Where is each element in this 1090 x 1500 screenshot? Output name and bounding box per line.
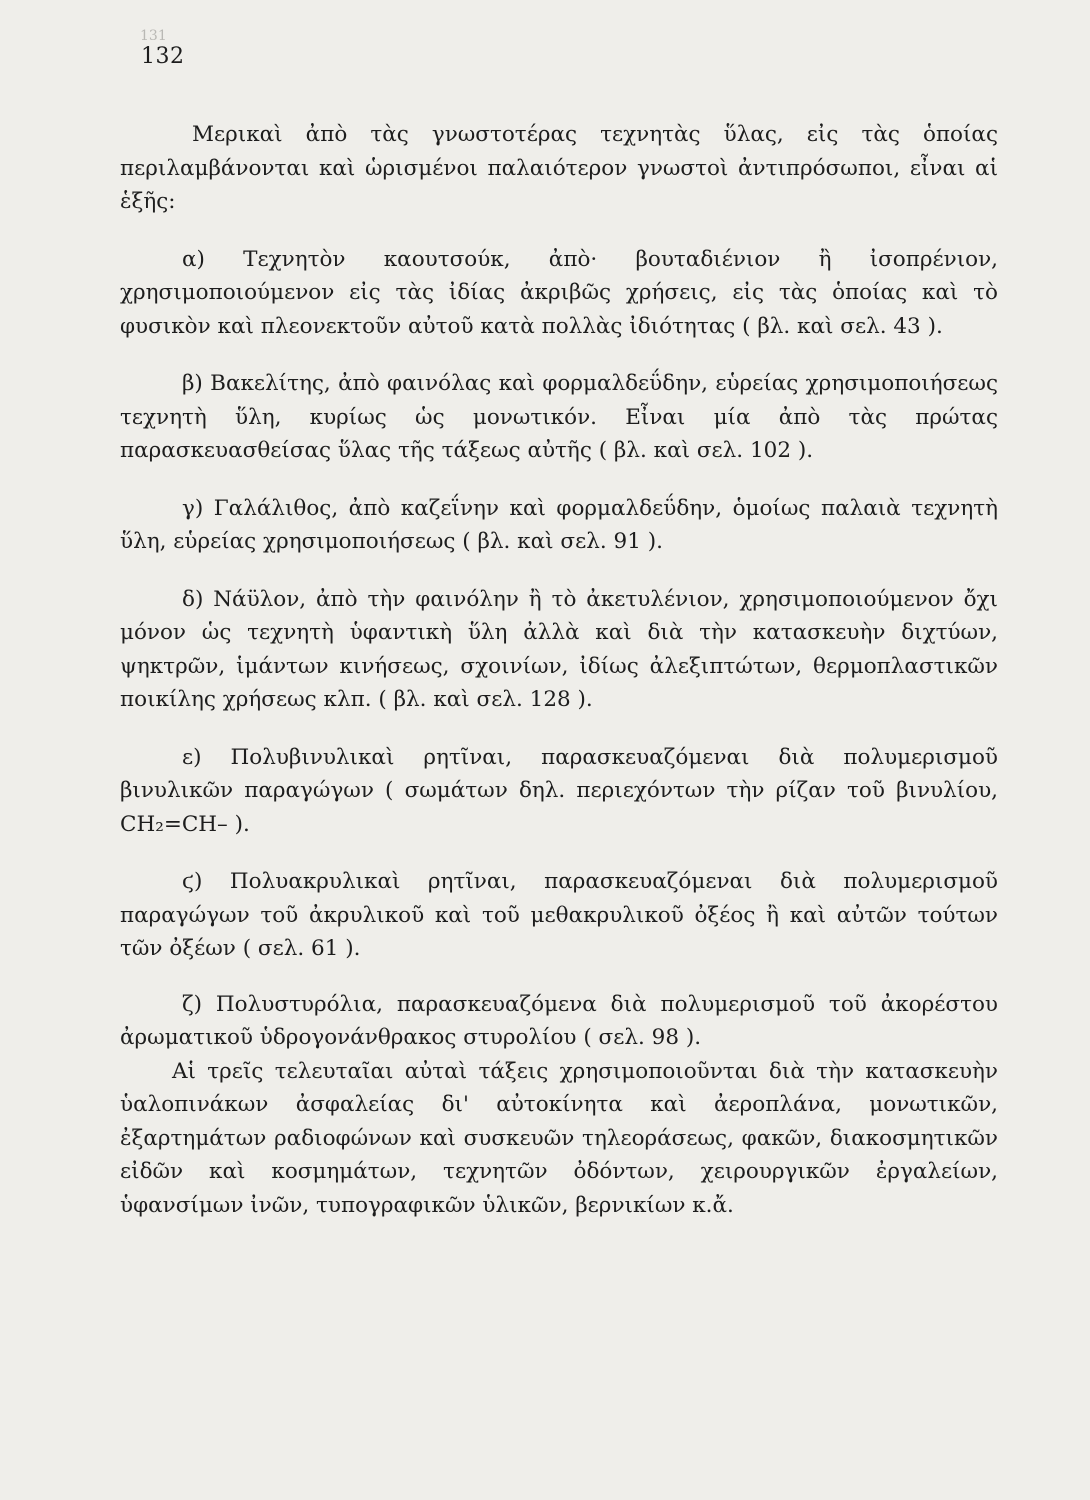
list-item-beta: β) Βακελίτης, ἀπὸ φαινόλας καὶ φορμαλδεΰδην, εὑρείας χρησιμοποιήσεως τεχνητὴ ὕλη, κυρίως ὡς μονωτικόν. Εἶναι μία ἀπὸ τὰς πρώτας παρασκευασθείσας ὕλας τῆς τάξεως αὐτῆς ( βλ. καὶ σελ. 102 ). [120, 371, 998, 463]
list-item-alpha: α) Τεχνητὸν καουτσούκ, ἀπὸ· βουταδιένιον ἢ ἰσοπρένιον, χρησιμοποιούμενον εἰς τὰς ἰδίας ἀκριβῶς χρήσεις, εἰς τὰς ὁποίας καὶ τὸ φυσικὸν καὶ πλεονεκτοῦν αὐτοῦ κατὰ πολλὰς ἰδιότητας ( βλ. καὶ σελ. 43 ). [120, 246, 998, 339]
body-text [120, 118, 998, 1222]
intro-paragraph: Μερικαὶ ἀπὸ τὰς γνωστοτέρας τεχνητὰς ὕλας, εἰς τὰς ὁποίας περιλαμβάνονται καὶ ὡρισμένοι παλαιότερον γνωστοὶ ἀντιπρόσωποι, εἶναι αἱ ἑξῆς: [120, 122, 998, 214]
list-item-epsilon: ε) Πολυβινυλικαὶ ρητῖναι, παρασκευαζόμεναι διὰ πολυμερισμοῦ βινυλικῶν παραγώγων ( σωμάτων δηλ. περιεχόντων τὴν ρίζαν τοῦ βινυλίου, CH₂=CH– ). [120, 744, 998, 837]
bleed-through-page-number: 131 [140, 28, 167, 44]
list-item-gamma: γ) Γαλάλιθος, ἀπὸ καζεΐνην καὶ φορμαλδεΰδην, ὁμοίως παλαιὰ τεχνητὴ ὕλη, εὑρείας χρησιμοποιήσεως ( βλ. καὶ σελ. 91 ). [120, 495, 998, 554]
list-item-delta: δ) Νάϋλον, ἀπὸ τὴν φαινόλην ἢ τὸ ἀκετυλένιον, χρησιμοποιούμενον ὄχι μόνον ὡς τεχνητὴ ὑφαντικὴ ὕλη ἀλλὰ καὶ διὰ τὴν κατασκευὴν διχτύων, ψηκτρῶν, ἱμάντων κινήσεως, σχοινίων, ἰδίως ἀλεξιπτώτων, θερμοπλαστικῶν ποικίλης χρήσεως κλπ. ( βλ. καὶ σελ. 128 ). [120, 586, 998, 712]
closing-paragraph: Αἱ τρεῖς τελευταῖαι αὐταὶ τάξεις χρησιμοποιοῦνται διὰ τὴν κατασκευὴν ὑαλοπινάκων ἀσφαλείας δι' αὐτοκίνητα καὶ ἀεροπλάνα, μονωτικῶν, ἐξαρτημάτων ραδιοφώνων καὶ συσκευῶν τηλεοράσεως, φακῶν, διακοσμητικῶν εἰδῶν καὶ κοσμημάτων, τεχνητῶν ὀδόντων, χειρουργικῶν ἐργαλείων, ὑφανσίμων ἰνῶν, τυπογραφικῶν ὑλικῶν, βερνικίων κ.ἄ. [120, 1058, 998, 1218]
page-number: 132 [141, 44, 185, 69]
list-item-stigma: ϛ) Πολυακρυλικαὶ ρητῖναι, παρασκευαζόμεναι διὰ πολυμερισμοῦ παραγώγων τοῦ ἀκρυλικοῦ καὶ τοῦ μεθακρυλικοῦ ὀξέος ἢ καὶ αὐτῶν τούτων τῶν ὀξέων ( σελ. 61 ). [120, 869, 998, 961]
list-item-zeta: ζ) Πολυστυρόλια, παρασκευαζόμενα διὰ πολυμερισμοῦ τοῦ ἀκορέστου ἀρωματικοῦ ὑδρογονάνθρακος στυρολίου ( σελ. 98 ). [120, 991, 998, 1050]
